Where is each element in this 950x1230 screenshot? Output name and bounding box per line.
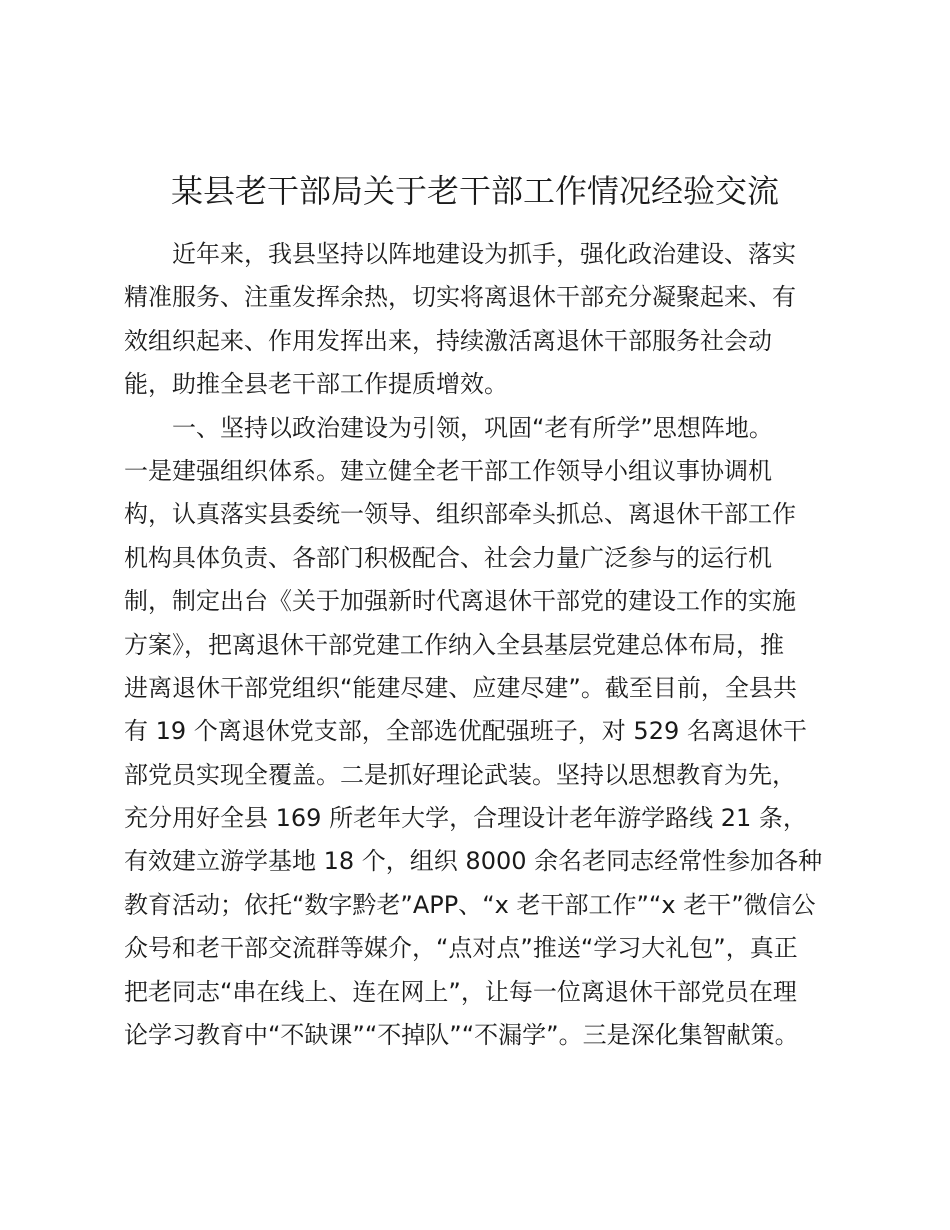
paragraph-line: 有 19 个离退休党支部，全部选优配强班子，对 529 名离退休干 (124, 717, 807, 746)
paragraph-line: 有效建立游学基地 18 个，组织 8000 余名老同志经常性参加各种 (124, 847, 823, 876)
paragraph-line: 众号和老干部交流群等媒介，“点对点”推送“学习大礼包”，真正 (124, 934, 798, 963)
paragraph-line: 充分用好全县 169 所老年大学，合理设计老年游学路线 21 条， (124, 804, 807, 833)
paragraph-line: 部党员实现全覆盖。二是抓好理论武装。坚持以思想教育为先， (124, 760, 796, 789)
paragraph-line: 机构具体负责、各部门积极配合、社会力量广泛参与的运行机 (124, 543, 772, 572)
section-heading-line: 一、坚持以政治建设为引领，巩固“老有所学”思想阵地。 (172, 413, 773, 442)
paragraph-line: 进离退休干部党组织“能建尽建、应建尽建”。截至目前，全县共 (124, 673, 797, 702)
paragraph-line: 教育活动；依托“数字黔老”APP、“x 老干部工作”“x 老干”微信公 (124, 890, 816, 919)
paragraph-line: 近年来，我县坚持以阵地建设为抓手，强化政治建设、落实 (172, 240, 796, 268)
paragraph-line: 论学习教育中“不缺课”“不掉队”“不漏学”。三是深化集智献策。 (124, 1021, 799, 1050)
document-title: 某县老干部局关于老干部工作情况经验交流 (170, 172, 779, 210)
paragraph-line: 精准服务、注重发挥余热，切实将离退休干部充分凝聚起来、有 (124, 283, 796, 312)
paragraph-line: 制，制定出台《关于加强新时代离退休干部党的建设工作的实施 (124, 587, 796, 616)
paragraph-line: 一是建强组织体系。建立健全老干部工作领导小组议事协调机 (124, 456, 772, 485)
paragraph-line: 能，助推全县老干部工作提质增效。 (124, 370, 508, 399)
paragraph-line: 把老同志“串在线上、连在网上”，让每一位离退休干部党员在理 (124, 977, 797, 1006)
paragraph-line: 效组织起来、作用发挥出来，持续激活离退休干部服务社会动 (124, 326, 772, 355)
document-body (124, 233, 844, 1057)
paragraph-line: 构，认真落实县委统一领导、组织部牵头抓总、离退休干部工作 (124, 500, 796, 529)
paragraph-line: 方案》，把离退休干部党建工作纳入全县基层党建总体布局，推 (124, 630, 784, 659)
